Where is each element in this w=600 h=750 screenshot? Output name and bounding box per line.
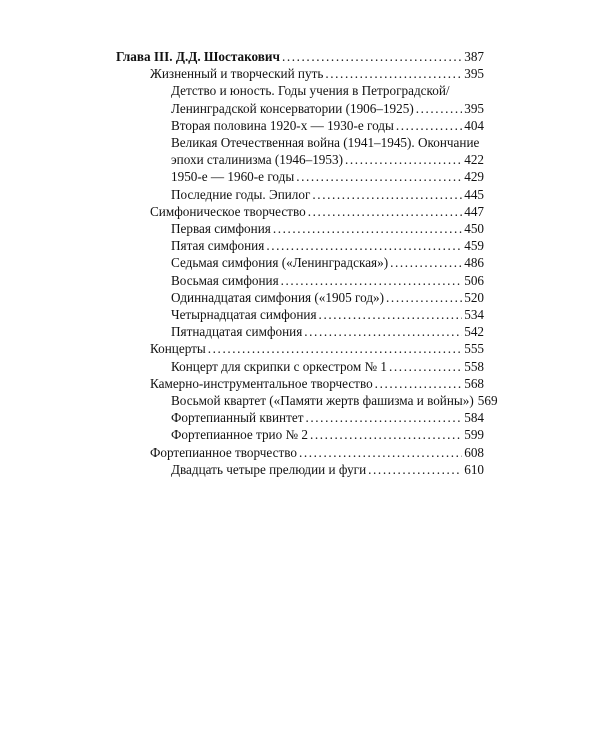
toc-page-number: 459 (464, 238, 484, 254)
dot-leader (273, 220, 462, 237)
toc-entry-title-line1: Великая Отечественная война (1941–1945). Окончание (171, 135, 480, 151)
dot-leader (310, 426, 462, 443)
toc-subsection (116, 461, 484, 478)
toc-subsection (116, 358, 484, 375)
toc-subsection (116, 117, 484, 134)
dot-leader (375, 375, 463, 392)
toc-page-number: 404 (464, 117, 484, 133)
toc-page-number: 395 (464, 66, 484, 82)
toc-entry-title: Камерно-инструментальное творчество (150, 375, 373, 391)
toc-subsection (116, 237, 484, 254)
toc-page-number: 450 (464, 221, 484, 237)
table-of-contents (116, 48, 498, 478)
toc-subsection (116, 426, 484, 443)
dot-leader (390, 254, 462, 271)
toc-subsection (116, 289, 484, 306)
toc-entry-title: Восьмая симфония (171, 272, 279, 288)
toc-entry-title: Двадцать четыре прелюдии и фуги (171, 461, 367, 477)
toc-entry-title: Восьмой квартет («Памяти жертв фашизма и войны») (171, 393, 474, 409)
chapter-title: Глава III. Д.Д. Шостакович (116, 49, 280, 64)
toc-entry-title: Вторая половина 1920-х — 1930-е годы (171, 117, 394, 133)
toc-entry-title: Симфоническое творчество (150, 203, 306, 219)
toc-subsection (116, 392, 498, 409)
toc-entry-title: Первая симфония (171, 221, 271, 237)
toc-entry-title: 1950-е — 1960-е годы (171, 169, 295, 185)
toc-section (116, 340, 484, 357)
toc-page-number: 534 (464, 307, 484, 323)
toc-entry-title: Седьмая симфония («Ленинградская») (171, 255, 389, 271)
dot-leader (299, 444, 462, 461)
toc-entry-title: Фортепианное творчество (150, 444, 297, 460)
dot-leader (416, 100, 463, 117)
toc-subsection (116, 306, 484, 323)
toc-entry-title: Фортепианное трио № 2 (171, 427, 308, 443)
toc-subsection (116, 254, 484, 271)
dot-leader (208, 340, 462, 357)
toc-chapter-heading (116, 48, 484, 65)
toc-page-number: 486 (464, 255, 484, 271)
toc-subsection (116, 168, 484, 185)
toc-page-number: 429 (464, 169, 484, 185)
dot-leader (312, 186, 462, 203)
toc-section (116, 375, 484, 392)
toc-entry-title: Концерт для скрипки с оркестром № 1 (171, 358, 387, 374)
toc-page-number: 608 (464, 444, 484, 460)
dot-leader (368, 461, 462, 478)
dot-leader (319, 306, 463, 323)
dot-leader (305, 409, 462, 426)
toc-entry-title: Пятнадцатая симфония (171, 324, 303, 340)
dot-leader (396, 117, 462, 134)
toc-entry-title: Ленинградской консерватории (1906–1925) (171, 100, 414, 116)
toc-entry-title: Последние годы. Эпилог (171, 186, 311, 202)
toc-page-number: 610 (464, 461, 484, 477)
toc-page-number: 555 (464, 341, 484, 357)
toc-page-number: 584 (464, 410, 484, 426)
toc-page-number: 569 (477, 393, 498, 409)
toc-section (116, 65, 484, 82)
dot-leader (308, 203, 463, 220)
toc-page-number: 447 (464, 203, 484, 219)
toc-page-number: 568 (464, 375, 484, 391)
toc-page-number: 542 (464, 324, 484, 340)
toc-section (116, 444, 484, 461)
dot-leader (266, 237, 462, 254)
toc-entry-title-line1: Детство и юность. Годы учения в Петроградской/ (171, 83, 450, 99)
toc-page-number: 599 (464, 427, 484, 443)
toc-page-number: 445 (464, 186, 484, 202)
toc-entry-title: Жизненный и творческий путь (150, 66, 324, 82)
toc-entry-title: эпохи сталинизма (1946–1953) (171, 152, 343, 168)
toc-entry-title: Концерты (150, 341, 206, 357)
dot-leader (345, 151, 462, 168)
toc-entry-title: Одиннадцатая симфония («1905 год») (171, 289, 385, 305)
toc-subsection-multiline (116, 82, 484, 116)
toc-page-number: 520 (464, 289, 484, 305)
toc-page-number: 422 (464, 152, 484, 168)
toc-entry-title: Фортепианный квинтет (171, 410, 304, 426)
toc-subsection (116, 323, 484, 340)
toc-subsection-multiline (116, 134, 484, 168)
toc-page-number: 506 (464, 272, 484, 288)
toc-subsection (116, 272, 484, 289)
dot-leader (325, 65, 462, 82)
dot-leader (386, 289, 462, 306)
toc-page-number: 558 (464, 358, 484, 374)
toc-subsection (116, 186, 484, 203)
dot-leader (282, 48, 462, 65)
toc-entry-title: Четырнадцатая симфония (171, 307, 317, 323)
toc-subsection (116, 409, 484, 426)
toc-entry-title: Пятая симфония (171, 238, 265, 254)
dot-leader (281, 272, 463, 289)
toc-section (116, 203, 484, 220)
toc-subsection (116, 220, 484, 237)
toc-page-number: 395 (464, 100, 484, 116)
dot-leader (304, 323, 462, 340)
dot-leader (296, 168, 462, 185)
dot-leader (389, 358, 462, 375)
chapter-page-number: 387 (464, 49, 484, 64)
